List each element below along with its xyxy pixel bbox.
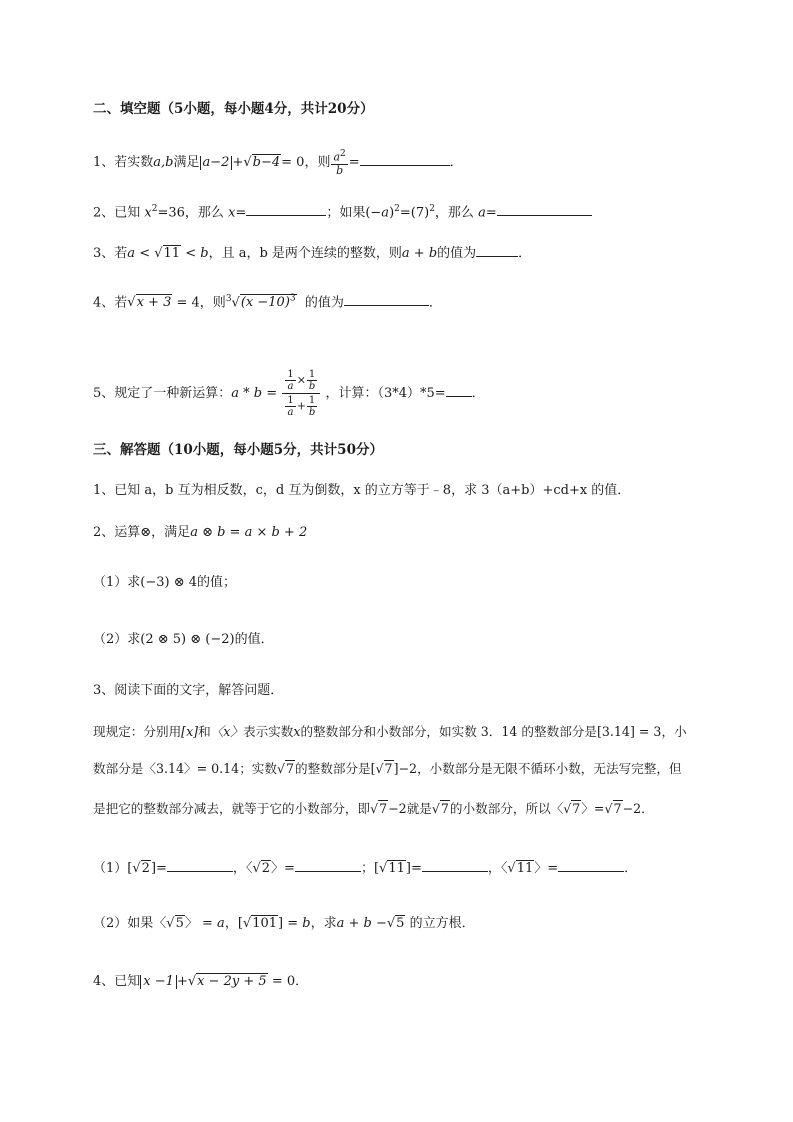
question-2-5: 5、规定了一种新运算：a * b = $\frac{1}{a}$ × $\frac{1}{b}$ $\frac{1}{a}$ + $\frac{1}{b}$ ，计算：（3*4）*5= ． [93, 369, 485, 418]
question-3-3-text-line-2: 数部分是〈3.14〉= 0.14；实数√7的整数部分是[√7]−2，小数部分是无限不循环小数，无法写完整，但 [93, 761, 682, 776]
question-2-3: 3、若a < √11 < b，且 a，b 是两个连续的整数，则a + b的值为 ． [93, 242, 531, 264]
question-3-3-title: 3、阅读下面的文字，解答问题． [93, 683, 284, 698]
answer-blank[interactable] [295, 857, 361, 872]
answer-blank[interactable] [476, 242, 518, 257]
fraction-a2-over-b: $\frac{a^2}{b}$ [333, 149, 346, 177]
question-3-2: 2、运算⊗，满足a ⊗ b = a × b + 2 [93, 525, 308, 540]
question-2-1: 1、若实数a,b满足 a−2 +√b−4= 0，则 $\frac{a^2}{b}$ = ． [93, 149, 463, 177]
answer-blank[interactable] [167, 857, 233, 872]
question-3-3-text-line-3: 是把它的整数部分减去，就等于它的小数部分，即√7−2就是√7的小数部分，所以〈√7〉=√7−2． [93, 801, 654, 816]
answer-blank[interactable] [446, 382, 472, 397]
question-2-2: 2、已知 $x^2=36$，那么 x= ；如果$(-a)^2=(7)^2$，那么 a= [93, 199, 592, 223]
question-3-3-part-2: （2）如果〈√5〉 = a，[√101] = b，求a + b −√5 的立方根． [93, 916, 475, 931]
section-heading-solve: 三、解答题（10小题，每小题5分，共计50分） [93, 442, 383, 458]
question-3-2-part-2: （2）求(2 ⊗ 5) ⊗ (−2)的值． [93, 632, 274, 647]
question-3-3-text-line-1: 现规定：分别用[x]和〈x〉表示实数x的整数部分和小数部分，如实数 3．14 的整数部分是[3.14] = 3，小 [93, 724, 687, 739]
section-heading-fill-in: 二、填空题（5小题，每小题4分，共计20分） [93, 101, 374, 117]
question-3-2-part-1: （1）求(−3) ⊗ 4的值； [93, 575, 237, 590]
answer-blank[interactable] [246, 201, 326, 216]
sqrt-expr: √b−4 [243, 154, 281, 170]
abs-value: a−2 [200, 156, 233, 170]
abs-value: x −1 [140, 975, 177, 989]
answer-blank[interactable] [344, 291, 429, 306]
question-3-1: 1、已知 a，b 互为相反数，c，d 互为倒数，x 的立方等于﹣8，求 3（a+b）+cd+x 的值． [93, 483, 631, 498]
cube-root-expr: $^3√(x -10)^3$ [225, 294, 296, 311]
question-3-3-part-1: （1）[√2]= ，〈√2〉= ；[√11]= ，〈√11〉= ． [93, 857, 637, 879]
question-3-4: 4、已知 x −1 +√x − 2y + 5 = 0． [93, 974, 309, 989]
sqrt-x-plus-3: √x + 3 [127, 295, 172, 311]
answer-blank[interactable] [360, 151, 450, 166]
answer-blank[interactable] [497, 201, 592, 216]
sqrt-11: √11 [154, 246, 181, 261]
new-operation-fraction: $\frac{1}{a}$ × $\frac{1}{b}$ $\frac{1}{a}$ + $\frac{1}{b}$ [282, 368, 320, 419]
question-2-4: 4、若√x + 3 = 4，则$^3√(x -10)^3$ 的值为 ． [93, 289, 442, 313]
answer-blank[interactable] [558, 857, 624, 872]
answer-blank[interactable] [422, 857, 488, 872]
